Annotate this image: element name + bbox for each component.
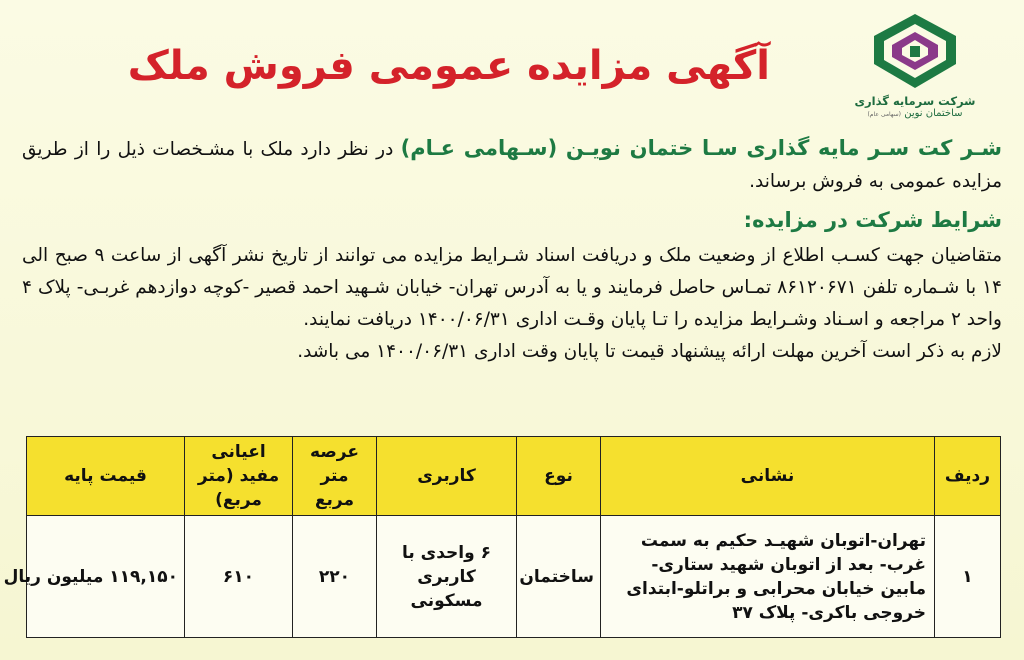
cell-address: تهران-اتوبان شهیـد حکیم به سمت غرب- بعد از اتوبان شهید ستاری-مابین خیابان محرابی و براتلو-ابتدای خروجی باکری- پلاک ۳۷ [601, 516, 935, 638]
intro-text: در نظر دارد ملک با مشـخصات ذیل را از طریق مزایده عمومی به فروش برساند. [22, 139, 1002, 192]
cell-row-number: ۱ [935, 516, 1001, 638]
table-header-row [27, 437, 1001, 516]
cell-building-area: ۶۱۰ [185, 516, 293, 638]
cell-type: ساختمان [517, 516, 601, 638]
deadline-paragraph: لازم به ذکر است آخرین مهلت ارائه پیشنهاد قیمت تا پایان وقت اداری ۱۴۰۰/۰۶/۳۱ می باشد. [297, 341, 1002, 362]
property-table [3, 436, 1001, 638]
logo-company-name: شرکت سرمایه گذاری [854, 94, 976, 108]
conditions-heading: شرایط شرکت در مزایده: [743, 208, 1002, 232]
cell-land-area: ۲۲۰ [293, 516, 377, 638]
cell-base-price: ۱۱۹,۱۵۰ میلیون ریال [27, 516, 185, 638]
table-row [27, 516, 1001, 638]
header-row-number: ردیف [935, 437, 1001, 516]
logo-sub-name: ساختمان نوین [904, 108, 963, 119]
logo-sub-small: (سهامی عام) [867, 111, 902, 118]
notice-title: آگهی مزایده عمومی فروش ملک [127, 43, 770, 89]
company-logo [850, 12, 980, 122]
header-type: نوع [517, 437, 601, 516]
conditions-paragraph: متقاضیان جهت کسـب اطلاع از وضعیت ملک و دریافت اسناد شـرایط مزایده می توانند از تاریخ نشر آگهی از ساعت ۹ صبح الی ۱۴ با شـماره تلفن ۸۶۱۲۰۶۷۱ تمـاس حاصل فرمایند و یا به آدرس تهران- خیابان شـهید احمد قصیر -کوچه دوازدهم غربـی- پلاک ۴ واحد ۲ مراجعه و اسـناد وشـرایط مزایده را تـا پایان وقـت اداری ۱۴۰۰/۰۶/۳۱ دریافت نمایند. [22, 245, 1002, 330]
header-base-price: قیمت پایه [27, 437, 185, 516]
header-address: نشانی [601, 437, 935, 516]
header-land-area: عرصه متر مربع [293, 437, 377, 516]
logo-company-subname [850, 108, 980, 121]
cell-usage: ۶ واحدی با کاربری مسکونی [377, 516, 517, 638]
company-logo-icon [872, 12, 958, 90]
notice-body [22, 132, 1002, 368]
header-usage: کاربری [377, 437, 517, 516]
intro-paragraph [22, 132, 1002, 198]
company-name: شـر کت سـر مایه گذاری سـا ختمان نویـن (سـهامی عـام) [400, 136, 1002, 160]
header-building-area: اعیانی مفید (متر مربع) [185, 437, 293, 516]
